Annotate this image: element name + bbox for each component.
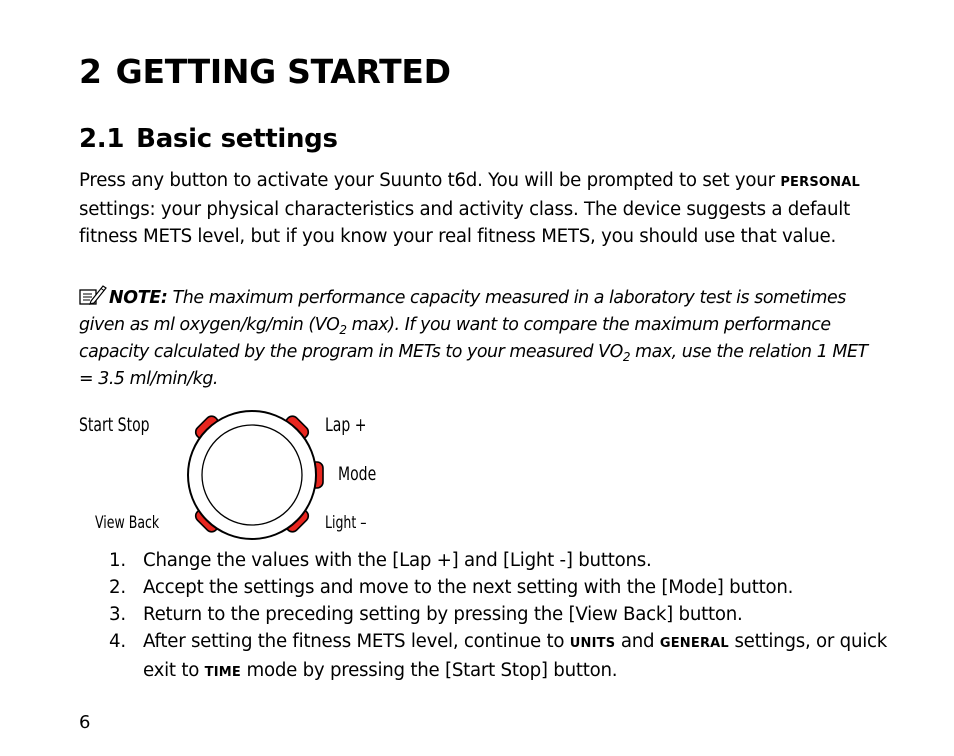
- intro-text: Press any button to activate your Suunto t6d. You will be prompted to set your: [79, 170, 781, 191]
- view-back-label: View Back: [95, 513, 160, 533]
- chapter-heading: [79, 52, 451, 91]
- note-paragraph: [79, 284, 879, 393]
- time-keyword: TIME: [204, 665, 241, 680]
- section-number: 2.1: [79, 124, 125, 154]
- intro-paragraph: [79, 167, 879, 250]
- note-text-cont: max). If you want to compare the maximum performance capacity calculated by the program in METs to your measured VO: [79, 315, 831, 362]
- step-text: Accept the settings and move to the next setting with the [Mode] button.: [143, 577, 794, 598]
- note-text: The maximum performance capacity measured in a laboratory test is sometimes given as ml oxygen/kg/min (VO: [79, 288, 846, 335]
- step-number: 4.: [109, 631, 126, 652]
- light-minus-label: Light –: [325, 513, 367, 533]
- chapter-title: GETTING STARTED: [115, 52, 451, 91]
- note-text-end: max, use the relation 1 MET = 3.5 ml/min/kg.: [79, 342, 868, 389]
- page-number: 6: [79, 712, 91, 733]
- section-heading: [79, 124, 338, 154]
- chapter-number: 2: [79, 52, 102, 91]
- step-text: and: [615, 631, 660, 652]
- step-text: After setting the fitness METS level, continue to: [143, 631, 570, 652]
- personal-keyword: PERSONAL: [780, 175, 860, 190]
- steps-list: [109, 547, 899, 686]
- vo2-subscript: 2: [339, 323, 347, 337]
- list-item: [109, 601, 899, 628]
- list-item: [109, 628, 899, 686]
- general-keyword: GENERAL: [659, 636, 729, 651]
- mode-label: Mode: [338, 463, 377, 485]
- step-text: Return to the preceding setting by pressing the [View Back] button.: [143, 604, 743, 625]
- start-stop-label: Start Stop: [79, 414, 150, 436]
- lap-plus-label: Lap +: [325, 414, 367, 436]
- vo2-subscript-2: 2: [622, 350, 631, 364]
- watch-button-diagram: [75, 405, 405, 545]
- list-item: [109, 574, 899, 601]
- list-item: [109, 547, 899, 574]
- units-keyword: UNITS: [569, 636, 616, 651]
- step-text: Change the values with the [Lap +] and [Light -] buttons.: [143, 550, 652, 571]
- intro-text-cont: settings: your physical characteristics and activity class. The device suggests a default fitness METS level, but if you know your real fitness METS, you should use that value.: [79, 199, 850, 247]
- note-label: NOTE:: [109, 288, 168, 308]
- step-text: settings, or quick exit to: [143, 631, 888, 681]
- step-number: 3.: [109, 604, 126, 625]
- step-number: 1.: [109, 550, 126, 571]
- step-number: 2.: [109, 577, 126, 598]
- step-text: mode by pressing the [Start Stop] button.: [240, 660, 618, 681]
- section-title: Basic settings: [136, 124, 338, 154]
- note-pencil-icon: [79, 284, 109, 306]
